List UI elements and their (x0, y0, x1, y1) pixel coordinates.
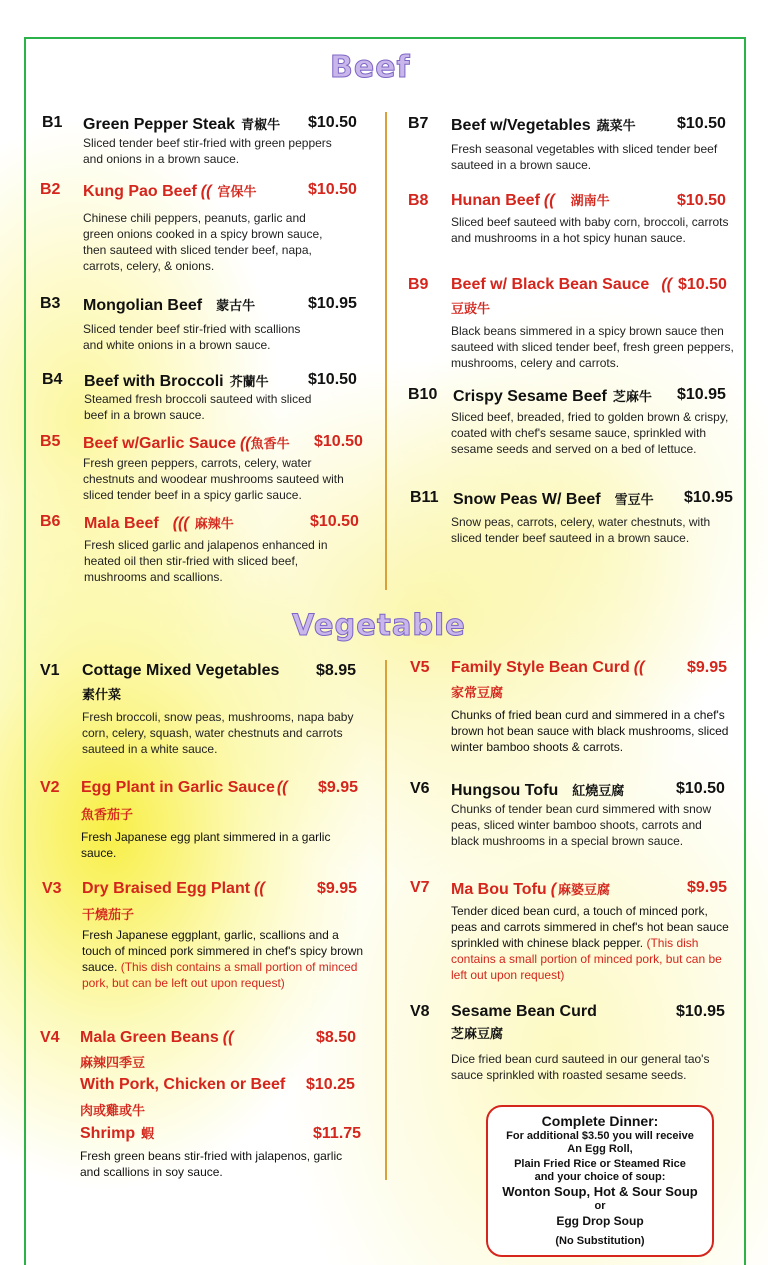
item-price: $10.50 (308, 114, 357, 131)
item-description: Fresh seasonal vegetables with sliced tender beef sauteed in a brown sauce. (451, 142, 718, 172)
option-chinese-name: 肉或雞或牛 (80, 1104, 146, 1119)
item-name (451, 190, 610, 210)
item-description: Sliced beef sauteed with baby corn, broccoli, carrots and mushrooms in a hot spicy hunan sauce. (451, 215, 729, 245)
item-description (451, 903, 736, 983)
item-name (83, 114, 280, 134)
item-name (84, 371, 269, 391)
spicy-icon: ( (550, 881, 557, 898)
menu-item-b4 (42, 371, 372, 425)
item-code: V1 (40, 662, 60, 679)
item-code: V8 (410, 1003, 430, 1020)
complete-dinner-line: Plain Fried Rice or Steamed Rice (514, 1158, 686, 1170)
option-name (80, 1123, 154, 1143)
item-code: V7 (410, 879, 430, 896)
item-price: $10.50 (308, 181, 357, 198)
item-price: $8.50 (316, 1029, 357, 1046)
menu-item-v5 (410, 659, 740, 771)
item-price: $10.50 (677, 115, 726, 132)
complete-dinner-line: or (594, 1200, 606, 1212)
item-name-text: Dry Braised Egg Plant (82, 880, 251, 897)
item-price: $9.95 (687, 659, 728, 676)
menu-item-v4 (40, 1029, 370, 1179)
menu-item-b6 (40, 513, 370, 587)
spicy-icon: (( (200, 183, 212, 200)
item-description: Chinese chili peppers, peanuts, garlic and green onions cooked in a spicy brown sauce, then sauteed with sliced tender beef, napa, carrots, celery, & onions. (83, 211, 323, 273)
item-name (451, 115, 636, 135)
item-chinese-name: 蔬菜牛 (596, 119, 636, 134)
item-price: $10.50 (677, 192, 726, 209)
option-price: $11.75 (313, 1125, 362, 1142)
item-chinese-name: 魚香牛 (250, 437, 290, 452)
complete-dinner-line: An Egg Roll, (567, 1143, 633, 1155)
menu-item-v7 (410, 879, 740, 991)
item-description: Sliced tender beef stir-fried with scallions and white onions in a brown sauce. (83, 322, 301, 352)
item-chinese-name: 麻辣四季豆 (80, 1056, 146, 1071)
item-description: Fresh green beans stir-fried with jalapenos, garlic and scallions in soy sauce. (80, 1149, 343, 1179)
item-name-text: Family Style Bean Curd (451, 659, 630, 676)
menu-item-v8 (410, 1003, 740, 1101)
complete-dinner-line: and your choice of soup: (534, 1171, 666, 1183)
item-chinese-name: 麻婆豆腐 (558, 883, 611, 898)
menu-item-v1 (40, 662, 370, 762)
item-note: (This dish contains a small portion of minced pork, but can be left out upon request) (451, 936, 722, 982)
item-code: B1 (42, 114, 63, 131)
item-code: B7 (408, 115, 429, 132)
item-name (83, 181, 256, 201)
item-name-text: Green Pepper Steak (83, 116, 236, 133)
item-chinese-name: 豆豉牛 (451, 302, 491, 317)
item-description: Fresh green peppers, carrots, celery, water chestnuts and woodear mushrooms sauteed with sliced tender beef in a spicy garlic sauce. (83, 456, 344, 502)
item-description: Black beans simmered in a spicy brown sauce then sauteed with sliced tender beef, fresh green peppers, mushrooms, celery and carrots. (451, 324, 734, 370)
menu-item-v6 (410, 780, 740, 870)
complete-dinner-note: (No Substitution) (555, 1235, 645, 1247)
menu-item-b7 (408, 115, 738, 179)
spicy-icon: (( (543, 192, 555, 209)
item-description-text: Tender diced bean curd, a touch of minced pork, peas and carrots simmered in chef's hot bean sauce sprinkled with chinese black pepper. (451, 904, 729, 950)
menu-item-b10 (408, 386, 738, 478)
item-name (451, 659, 644, 677)
item-name-text: Mala Beef (84, 515, 159, 532)
menu-item-v2 (40, 779, 370, 861)
item-name-text: Egg Plant in Garlic Sauce (81, 779, 275, 796)
beef-section-title: Beef (330, 50, 411, 85)
item-price: $9.95 (687, 879, 728, 896)
item-chinese-name: 紅燒豆腐 (572, 784, 625, 799)
item-code: B9 (408, 276, 429, 293)
item-description (82, 927, 365, 991)
option-chinese-name: 蝦 (141, 1127, 155, 1142)
menu-item-b3 (40, 295, 370, 355)
spicy-icon: (( (222, 1029, 234, 1046)
item-name-text: Hunan Beef (451, 192, 540, 209)
item-code: V5 (410, 659, 430, 676)
menu-item-b9 (408, 276, 738, 374)
menu-item-b5 (40, 433, 370, 505)
item-chinese-name: 宫保牛 (217, 185, 257, 200)
item-code: V4 (40, 1029, 60, 1046)
spicy-icon: (( (239, 435, 251, 452)
complete-dinner-line: For additional $3.50 you will receive (506, 1130, 694, 1142)
item-name-text: Beef with Broccoli (84, 373, 224, 390)
item-name-text: Crispy Sesame Beef (453, 388, 607, 405)
item-chinese-name: 芥蘭牛 (229, 375, 269, 390)
item-name-text: Hungsou Tofu (451, 782, 559, 799)
item-name (453, 386, 652, 406)
complete-dinner-title: Complete Dinner: (541, 1113, 659, 1129)
item-description: Dice fried bean curd sauteed in our general tao's sauce sprinkled with roasted sesame seeds. (451, 1052, 710, 1082)
complete-dinner-soup: Egg Drop Soup (556, 1214, 644, 1228)
beef-column-divider (385, 112, 387, 590)
item-price: $10.95 (308, 295, 357, 312)
item-price: $10.50 (678, 276, 727, 293)
item-name (84, 513, 234, 533)
item-chinese-name: 家常豆腐 (451, 686, 504, 701)
option-price: $10.25 (306, 1076, 355, 1093)
vegetable-column-divider (385, 660, 387, 1180)
item-chinese-name: 湖南牛 (570, 194, 610, 209)
item-description: Sliced beef, breaded, fried to golden brown & crispy, coated with chef's sesame sauce, sprinkled with sesame seeds and served on a bed of lettuce. (451, 410, 729, 456)
item-price: $10.95 (684, 489, 733, 506)
item-chinese-name: 麻辣牛 (194, 517, 234, 532)
menu-item-b11 (410, 489, 740, 565)
item-chinese-name: 蒙古牛 (216, 299, 256, 314)
item-code: B10 (408, 386, 438, 403)
menu-item-b8 (408, 190, 738, 270)
item-chinese-name: 素什菜 (82, 688, 122, 703)
item-chinese-name: 魚香茄子 (81, 808, 134, 823)
spicy-icon: (( (661, 276, 672, 293)
item-description: Steamed fresh broccoli sauteed with sliced beef in a brown sauce. (84, 392, 312, 422)
item-code: B6 (40, 513, 61, 530)
item-name (83, 433, 290, 453)
item-code: B11 (410, 489, 439, 506)
vegetable-section-title: Vegetable (292, 608, 466, 642)
item-description: Sliced tender beef stir-fried with green peppers and onions in a brown sauce. (83, 136, 332, 166)
item-description: Fresh Japanese egg plant simmered in a garlic sauce. (81, 830, 331, 860)
item-code: B4 (42, 371, 63, 388)
item-code: B2 (40, 181, 61, 198)
item-name (82, 880, 265, 898)
option-name-text: Shrimp (80, 1125, 136, 1142)
item-price: $10.95 (676, 1003, 725, 1020)
item-code: V6 (410, 780, 430, 797)
item-name (451, 780, 624, 800)
item-price: $8.95 (316, 662, 357, 679)
item-name (451, 879, 610, 899)
item-chinese-name: 雪豆牛 (614, 493, 654, 508)
item-name-text: Ma Bou Tofu (451, 881, 547, 898)
item-price: $9.95 (317, 880, 358, 897)
item-description: Chunks of fried bean curd and simmered in a chef's brown hot bean sauce with black mushrooms, sliced winter bamboo shoots & carrots. (451, 708, 729, 754)
item-name (451, 276, 672, 294)
menu-item-b1 (42, 114, 372, 174)
item-name: Sesame Bean Curd (451, 1003, 597, 1020)
item-description: Chunks of tender bean curd simmered with snow peas, sliced winter bamboo shoots, carrots and black mushrooms in a special brown sauce. (451, 802, 712, 848)
item-name-text: Snow Peas W/ Beef (453, 491, 601, 508)
item-name (453, 489, 654, 509)
menu-item-b2 (40, 181, 370, 281)
item-name-text: Beef w/Garlic Sauce (83, 435, 236, 452)
item-name-text: Beef w/ Black Bean Sauce (451, 276, 650, 293)
item-name: Cottage Mixed Vegetables (82, 662, 280, 679)
item-chinese-name: 芝麻豆腐 (451, 1027, 504, 1042)
item-price: $10.50 (314, 433, 363, 450)
item-name-text: Mongolian Beef (83, 297, 203, 314)
item-description: Fresh sliced garlic and jalapenos enhanced in heated oil then stir-fried with sliced beef, mushrooms and scallions. (84, 538, 328, 584)
item-price: $9.95 (318, 779, 359, 796)
item-price: $10.50 (676, 780, 725, 797)
item-code: V3 (42, 880, 62, 897)
complete-dinner-soups: Wonton Soup, Hot & Sour Soup (502, 1184, 698, 1199)
item-price: $10.50 (308, 371, 357, 388)
item-code: V2 (40, 779, 60, 796)
menu-item-v3 (42, 880, 372, 1010)
item-code: B8 (408, 192, 429, 209)
item-code: B5 (40, 433, 61, 450)
spicy-icon: (( (633, 659, 645, 676)
item-description: Fresh broccoli, snow peas, mushrooms, napa baby corn, celery, squash, water chestnuts and carrots sauteed in a white sauce. (82, 710, 354, 756)
item-name (81, 779, 288, 797)
spicy-icon: (( (276, 779, 288, 796)
item-price: $10.50 (310, 513, 359, 530)
complete-dinner-box (486, 1105, 714, 1257)
item-price: $10.95 (677, 386, 726, 403)
spicy-icon: ((( (172, 515, 189, 532)
item-name-text: Mala Green Beans (80, 1029, 219, 1046)
item-note: (This dish contains a small portion of minced pork, but can be left out upon request) (82, 960, 358, 990)
option-name: With Pork, Chicken or Beef (80, 1076, 286, 1093)
item-name-text: Beef w/Vegetables (451, 117, 591, 134)
item-description-text: Fresh Japanese eggplant, garlic, scallions and a touch of minced pork simmered in chef's spicy brown sauce. (82, 928, 364, 974)
item-name (83, 295, 255, 315)
item-chinese-name: 干燒茄子 (82, 908, 135, 923)
item-name (80, 1029, 233, 1047)
item-name-text: Kung Pao Beef (83, 183, 197, 200)
item-description: Snow peas, carrots, celery, water chestnuts, with sliced tender beef sauteed in a brown sauce. (451, 515, 711, 545)
spicy-icon: (( (254, 880, 265, 897)
item-chinese-name: 青椒牛 (241, 118, 281, 133)
item-chinese-name: 芝麻牛 (612, 390, 652, 405)
item-code: B3 (40, 295, 61, 312)
